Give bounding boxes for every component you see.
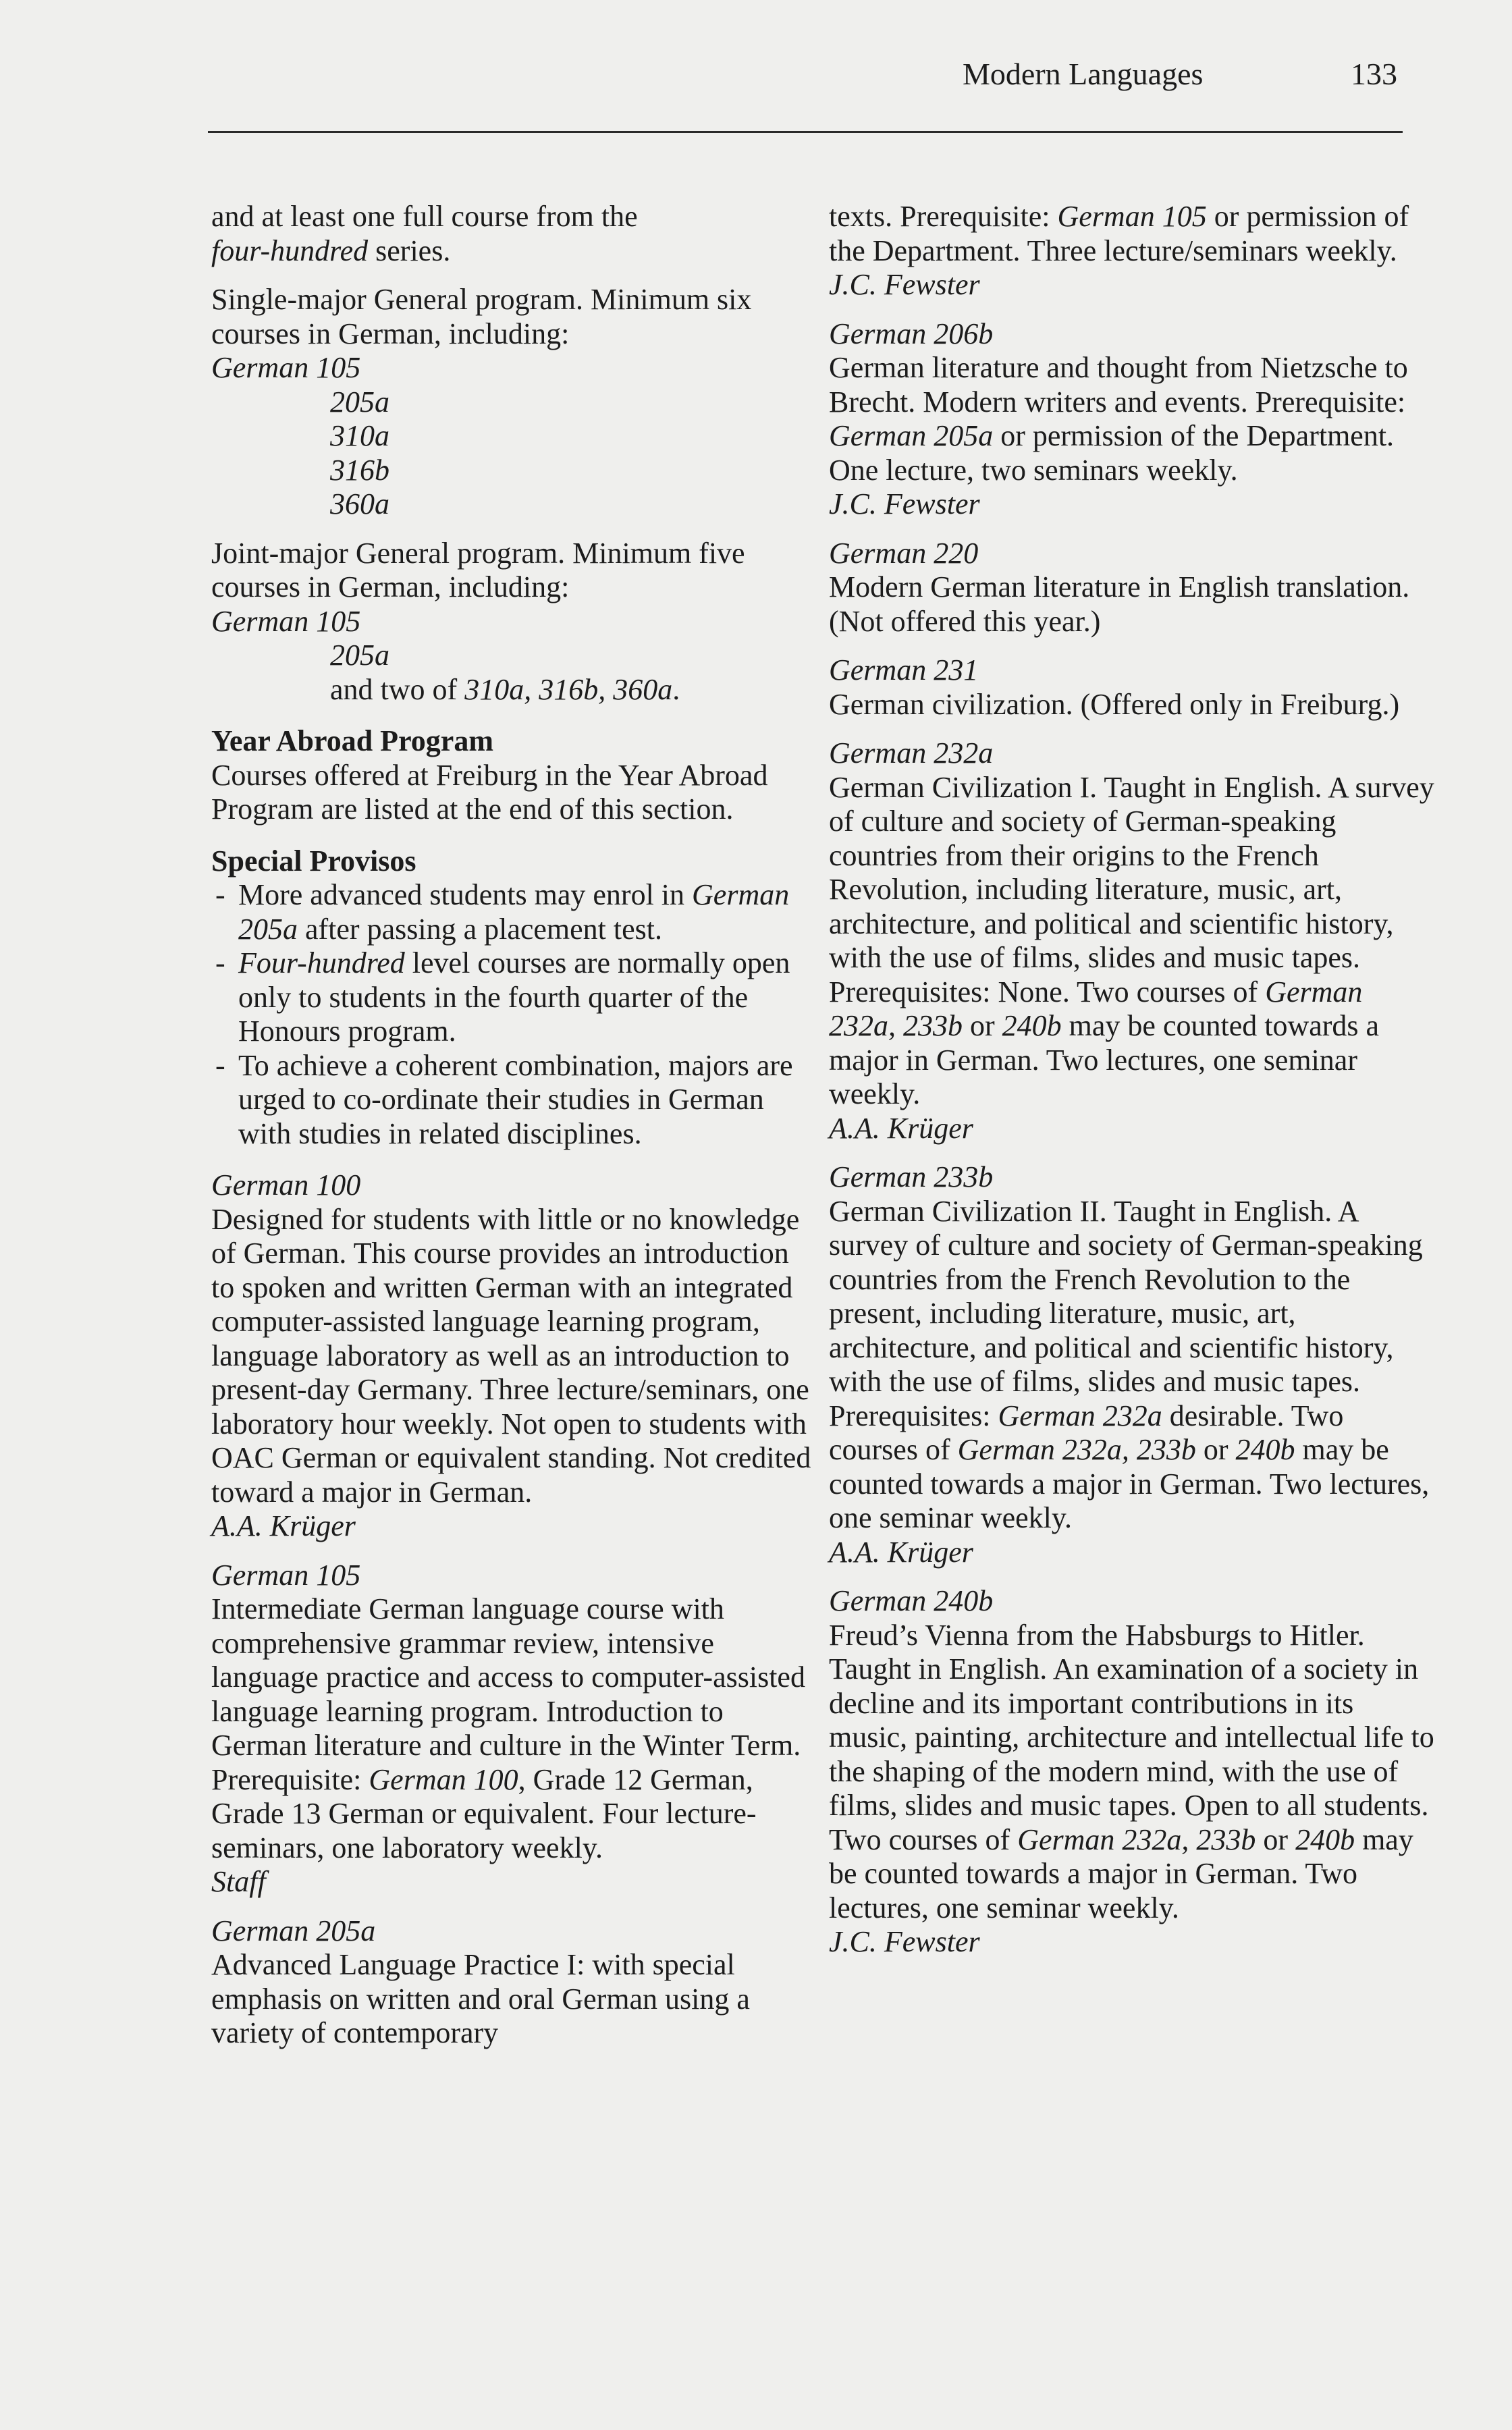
special-provisos-heading: Special Provisos xyxy=(211,844,416,878)
single-major-text: Single-major General program. Minimum six courses in German, including: xyxy=(211,283,752,350)
course-instructor: A.A. Krüger xyxy=(829,1111,973,1145)
year-abroad-text: Courses offered at Freiburg in the Year Abroad Program are listed at the end of this section. xyxy=(211,758,768,826)
course-description: Freud’s Vienna from the Habsburgs to Hitler. Taught in English. An examination of a society in decline and its important contributions in its music, painting, architecture and intellectual life to the shaping of the modern mind, with the use of films, slides and music tapes. Open to all students. Two courses of German 232a, 233b or 240b may be counted towards a major in German. Two lectures, one seminar weekly. xyxy=(829,1618,1434,1924)
course-instructor: A.A. Krüger xyxy=(211,1509,356,1542)
course-title: German 233b xyxy=(829,1160,994,1193)
course-title: German 240b xyxy=(829,1584,994,1617)
course-title: German 206b xyxy=(829,317,994,350)
year-abroad-heading: Year Abroad Program xyxy=(211,724,493,757)
bullet-dash: - xyxy=(215,878,225,911)
course-description: Designed for students with little or no knowledge of German. This course provides an introduction to spoken and written German with an integrated computer-assisted language learning program, language laboratory as well as an introduction to present-day Germany. Three lecture/seminars, one laboratory hour weekly. Not open to students with OAC German or equivalent standing. Not credited toward a major in German. xyxy=(211,1202,811,1509)
joint-major-course-list xyxy=(211,605,819,707)
course-ref: German 105 xyxy=(211,604,361,638)
course-choice: and two of 310a, 316b, 360a. xyxy=(330,672,680,706)
course-description: German Civilization II. Taught in English. A survey of culture and society of German-speaking countries from the French Revolution to the present, including literature, music, art, architecture, and political and scientific history, with the use of films, slides and music tapes. Prerequisites: German 232a desirable. Two courses of German 232a, 233b or 240b may be counted towards a major in German. Two lectures, one seminar weekly. xyxy=(829,1194,1430,1534)
page-header xyxy=(208,46,1403,133)
course-ref: 316b xyxy=(330,453,389,487)
course-description: Intermediate German language course with comprehensive grammar review, intensive language practice and access to computer-assisted language learning program. Introduction to German literature and culture in the Winter Term. Prerequisite: German 100, Grade 12 German, Grade 13 German or equivalent. Four lecture-seminars, one laboratory weekly. xyxy=(211,1592,805,1864)
proviso-item: - To achieve a coherent combination, majors are urged to co-ordinate their studies in German with studies in related disciplines. xyxy=(215,1048,793,1150)
joint-major-text: Joint-major General program. Minimum five courses in German, including: xyxy=(211,536,745,603)
course-description: German civilization. (Offered only in Freiburg.) xyxy=(829,687,1400,721)
course-title: German 220 xyxy=(829,536,979,570)
program-intro: and at least one full course from the four-hundred series. xyxy=(211,200,638,267)
course-description: Modern German literature in English translation. (Not offered this year.) xyxy=(829,570,1410,638)
course-ref: 310a xyxy=(330,419,389,452)
course-ref: 205a xyxy=(330,385,389,418)
course-title: German 205a xyxy=(211,1914,376,1947)
course-description: Advanced Language Practice I: with special emphasis on written and oral German using a variety of contemporary xyxy=(211,1948,750,2049)
course-description: German Civilization I. Taught in English. A survey of culture and society of German-speaking countries from their origins to the French Revolution, including literature, music, art, architecture, and political and scientific history, with the use of films, slides and music tapes. Prerequisites: None. Two courses of German 232a, 233b or 240b may be counted towards a major in German. Two lectures, one seminar weekly. xyxy=(829,770,1434,1110)
course-description: texts. Prerequisite: German 105 or permission of the Department. Three lecture/seminars weekly. xyxy=(829,200,1409,267)
right-column xyxy=(829,200,1436,1960)
course-ref: 205a xyxy=(330,639,389,672)
course-ref: German 105 xyxy=(211,351,361,384)
course-title: German 105 xyxy=(211,1558,361,1592)
course-ref: 360a xyxy=(330,487,389,520)
course-instructor: J.C. Fewster xyxy=(829,487,980,520)
bullet-dash: - xyxy=(215,1048,225,1082)
course-instructor: A.A. Krüger xyxy=(829,1535,973,1569)
course-description: German literature and thought from Nietzsche to Brecht. Modern writers and events. Prerequisite: German 205a or permission of the Department. One lecture, two seminars weekly. xyxy=(829,351,1408,487)
left-column xyxy=(211,200,819,2051)
course-instructor: J.C. Fewster xyxy=(829,1925,980,1958)
course-title: German 232a xyxy=(829,736,994,770)
page-number: 133 xyxy=(1351,57,1397,91)
course-instructor: J.C. Fewster xyxy=(829,268,980,301)
course-title: German 100 xyxy=(211,1168,361,1202)
proviso-item: - More advanced students may enrol in German 205a after passing a placement test. xyxy=(215,878,790,946)
single-major-course-list xyxy=(211,351,819,522)
course-instructor: Staff xyxy=(211,1865,266,1898)
bullet-dash: - xyxy=(215,946,225,979)
course-title: German 231 xyxy=(829,653,979,686)
running-title: Modern Languages xyxy=(963,57,1204,91)
proviso-item: - Four-hundred level courses are normally open only to students in the fourth quarter of the Honours program. xyxy=(215,946,790,1048)
